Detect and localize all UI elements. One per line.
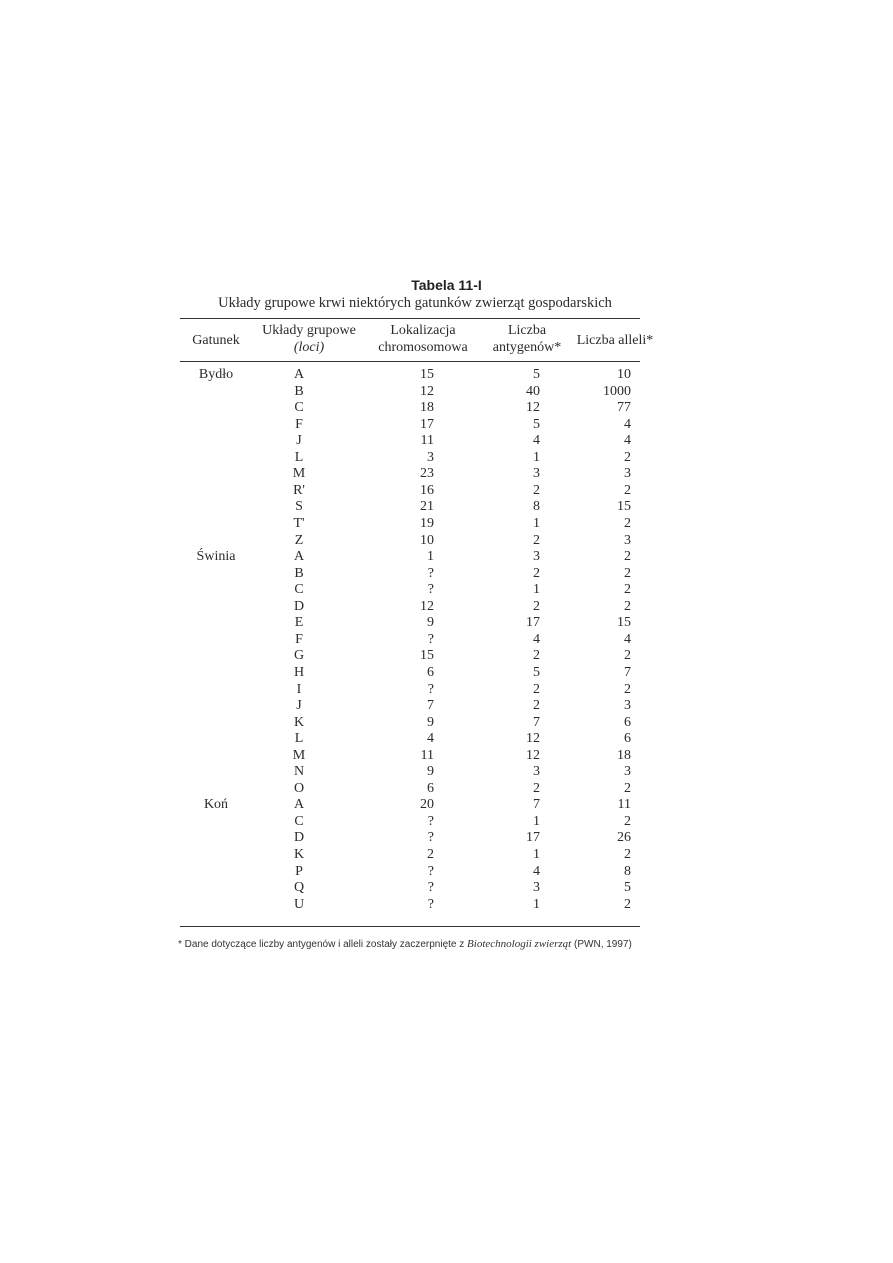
locus-cell: A	[293, 797, 305, 813]
header-alleles: Liczba alleli*	[576, 333, 654, 348]
antigens-cell: 4	[533, 433, 540, 449]
antigens-cell: 2	[533, 532, 540, 548]
alleles-cell: 2	[624, 780, 631, 796]
antigens-cell: 3	[533, 466, 540, 482]
locus-cell: A	[293, 367, 305, 382]
header-location	[368, 322, 478, 356]
antigens-cell: 8	[533, 499, 540, 515]
footnote-suffix: (PWN, 1997)	[571, 939, 632, 950]
locus-cell: P	[295, 863, 303, 879]
header-location-line1: Lokalizacja	[390, 323, 456, 338]
header-locus	[254, 322, 364, 356]
locus-cell: K	[293, 847, 305, 862]
antigens-cell: 1	[533, 582, 540, 598]
location-cell: 23	[420, 466, 434, 482]
antigens-cell: 1	[533, 847, 540, 862]
antigens-cell: 12	[526, 747, 540, 763]
location-cell: ?	[427, 863, 434, 879]
location-cell: ?	[427, 813, 434, 829]
footnote-prefix: * Dane dotyczące liczby antygenów i alleli zostały zaczerpnięte z	[178, 939, 468, 950]
locus-cell: F	[295, 416, 303, 432]
antigens-cell: 3	[533, 764, 540, 780]
locus-cell: U	[293, 896, 305, 912]
locus-cell: M	[292, 747, 306, 763]
header-antigens	[484, 322, 570, 356]
species-cell: Koń	[203, 797, 229, 813]
locus-cell: B	[294, 565, 304, 581]
table-title: Tabela 11-I	[411, 277, 482, 293]
species-cell: Bydło	[198, 367, 234, 382]
alleles-cell: 3	[624, 532, 631, 548]
location-cell: 6	[427, 664, 434, 680]
location-cell: ?	[427, 830, 434, 846]
alleles-cell: 77	[617, 400, 631, 416]
location-cell: 15	[420, 367, 434, 382]
alleles-cell: 10	[617, 367, 631, 382]
locus-cell: O	[293, 780, 305, 796]
locus-cell: C	[294, 582, 304, 598]
header-species: Gatunek	[192, 333, 240, 348]
alleles-cell: 3	[624, 764, 631, 780]
location-cell: ?	[427, 880, 434, 896]
alleles-cell: 4	[624, 416, 631, 432]
antigens-cell: 2	[533, 698, 540, 713]
antigens-cell: 5	[533, 367, 540, 382]
header-locus-line2: (loci)	[293, 340, 325, 355]
alleles-cell: 2	[624, 847, 631, 862]
alleles-cell: 6	[624, 731, 631, 747]
alleles-cell: 6	[624, 714, 631, 730]
alleles-cell: 2	[624, 896, 631, 912]
antigens-cell: 4	[533, 631, 540, 647]
antigens-cell: 12	[526, 400, 540, 416]
locus-cell: C	[294, 400, 304, 416]
location-cell: 15	[420, 648, 434, 664]
alleles-cell: 2	[624, 582, 631, 598]
locus-cell: N	[293, 764, 305, 780]
alleles-cell: 3	[624, 466, 631, 482]
header-antigens-line2: antygenów*	[492, 340, 562, 355]
locus-cell: J	[296, 433, 302, 449]
bottom-rule	[180, 926, 640, 927]
location-cell: 9	[427, 764, 434, 780]
locus-cell: B	[294, 383, 304, 399]
alleles-cell: 4	[624, 433, 631, 449]
alleles-cell: 2	[624, 681, 631, 697]
location-cell: 12	[420, 383, 434, 399]
antigens-cell: 3	[533, 549, 540, 564]
antigens-cell: 2	[533, 598, 540, 614]
alleles-cell: 2	[624, 516, 631, 531]
antigens-cell: 1	[533, 449, 540, 465]
locus-cell: Z	[294, 532, 304, 548]
alleles-cell: 2	[624, 449, 631, 465]
location-cell: 11	[420, 747, 434, 763]
location-cell: 2	[427, 847, 434, 862]
header-location-line2: chromosomowa	[378, 340, 468, 355]
alleles-cell: 2	[624, 813, 631, 829]
antigens-cell: 2	[533, 681, 540, 697]
locus-cell: F	[295, 631, 303, 647]
location-cell: 9	[427, 714, 434, 730]
antigens-cell: 1	[533, 516, 540, 531]
locus-cell: K	[293, 714, 305, 730]
antigens-cell: 17	[526, 830, 540, 846]
antigens-cell: 17	[526, 615, 540, 631]
antigens-cell: 40	[526, 383, 540, 399]
antigens-cell: 4	[533, 863, 540, 879]
locus-cell: C	[294, 813, 304, 829]
alleles-cell: 2	[624, 482, 631, 498]
location-cell: 19	[420, 516, 434, 531]
locus-cell: D	[293, 830, 305, 846]
antigens-cell: 2	[533, 780, 540, 796]
alleles-cell: 2	[624, 598, 631, 614]
antigens-cell: 5	[533, 664, 540, 680]
alleles-cell: 3	[624, 698, 631, 713]
location-cell: 21	[420, 499, 434, 515]
antigens-cell: 2	[533, 482, 540, 498]
location-cell: 18	[420, 400, 434, 416]
locus-cell: J	[296, 698, 302, 713]
location-cell: ?	[427, 565, 434, 581]
location-cell: ?	[427, 896, 434, 912]
locus-cell: M	[292, 466, 306, 482]
locus-cell: I	[296, 681, 302, 697]
footnote-source: Biotechnologii zwierząt	[467, 938, 572, 950]
locus-cell: T'	[293, 516, 305, 531]
antigens-cell: 3	[533, 880, 540, 896]
locus-cell: R'	[293, 482, 305, 498]
header-antigens-line1: Liczba	[507, 323, 547, 338]
locus-cell: Q	[293, 880, 305, 896]
location-cell: ?	[427, 631, 434, 647]
location-cell: 4	[427, 731, 434, 747]
location-cell: ?	[427, 582, 434, 598]
antigens-cell: 7	[533, 714, 540, 730]
antigens-cell: 2	[533, 565, 540, 581]
top-rule	[180, 318, 640, 319]
locus-cell: L	[294, 731, 304, 747]
antigens-cell: 12	[526, 731, 540, 747]
location-cell: 3	[427, 449, 434, 465]
antigens-cell: 1	[533, 813, 540, 829]
location-cell: 20	[420, 797, 434, 813]
locus-cell: G	[293, 648, 305, 664]
alleles-cell: 4	[624, 631, 631, 647]
alleles-cell: 1000	[603, 383, 631, 399]
antigens-cell: 2	[533, 648, 540, 664]
locus-cell: L	[294, 449, 304, 465]
location-cell: 6	[427, 780, 434, 796]
locus-cell: A	[293, 549, 305, 564]
location-cell: 9	[427, 615, 434, 631]
location-cell: 12	[420, 598, 434, 614]
table-footnote	[178, 938, 632, 950]
alleles-cell: 11	[617, 797, 631, 813]
alleles-cell: 26	[617, 830, 631, 846]
alleles-cell: 7	[624, 664, 631, 680]
alleles-cell: 15	[617, 615, 631, 631]
alleles-cell: 18	[617, 747, 631, 763]
location-cell: 1	[427, 549, 434, 564]
header-rule	[180, 361, 640, 362]
alleles-cell: 2	[624, 549, 631, 564]
alleles-cell: 15	[617, 499, 631, 515]
alleles-cell: 2	[624, 565, 631, 581]
antigens-cell: 7	[533, 797, 540, 813]
alleles-cell: 2	[624, 648, 631, 664]
location-cell: 7	[427, 698, 434, 713]
locus-cell: D	[293, 598, 305, 614]
locus-cell: S	[295, 499, 303, 515]
location-cell: ?	[427, 681, 434, 697]
location-cell: 16	[420, 482, 434, 498]
antigens-cell: 1	[533, 896, 540, 912]
species-cell: Świnia	[196, 549, 236, 564]
header-locus-line1: Układy grupowe	[262, 323, 356, 338]
location-cell: 10	[420, 532, 434, 548]
table-subtitle: Układy grupowe krwi niektórych gatunków zwierząt gospodarskich	[218, 295, 612, 311]
locus-cell: H	[293, 664, 305, 680]
location-cell: 11	[420, 433, 434, 449]
location-cell: 17	[420, 416, 434, 432]
alleles-cell: 8	[624, 863, 631, 879]
antigens-cell: 5	[533, 416, 540, 432]
alleles-cell: 5	[624, 880, 631, 896]
locus-cell: E	[294, 615, 304, 631]
